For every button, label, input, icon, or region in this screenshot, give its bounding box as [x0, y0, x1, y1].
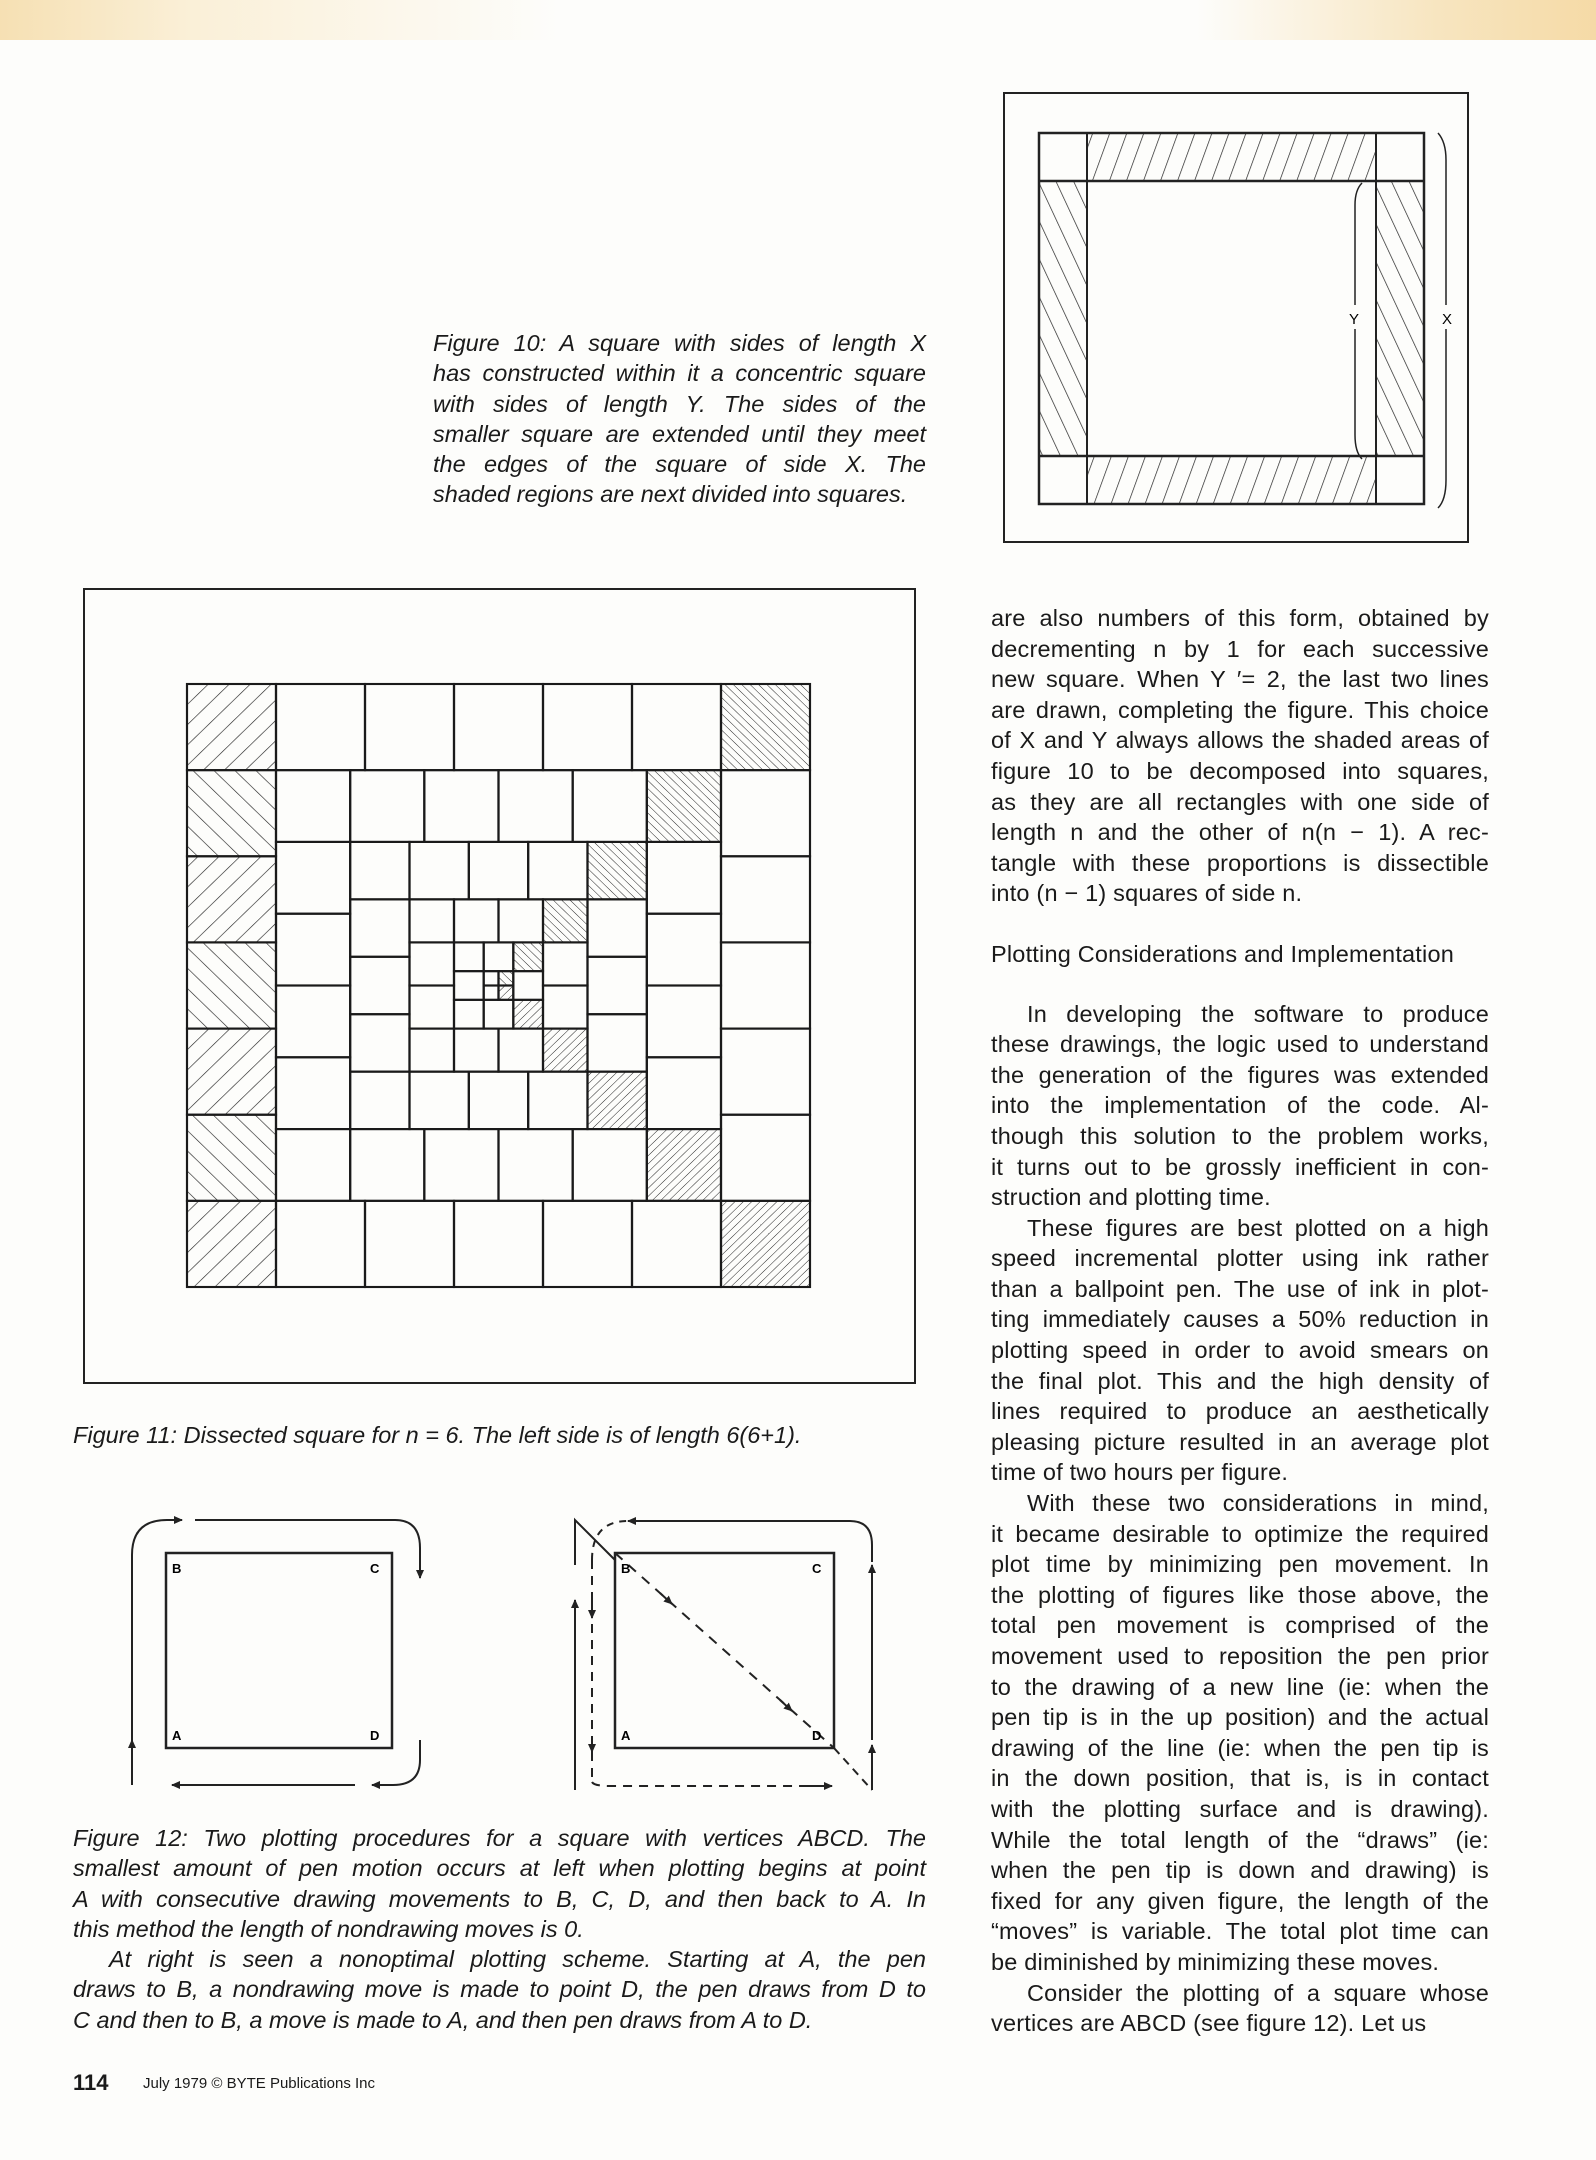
vertex-a: A — [172, 1728, 182, 1743]
square-cell — [543, 684, 632, 770]
outer-square-x — [1039, 133, 1424, 504]
square-cell — [410, 842, 469, 899]
square-cell — [528, 842, 587, 899]
footer-credit: July 1979 © BYTE Publications Inc — [143, 2075, 376, 2092]
shaded-square — [499, 971, 514, 985]
caption-paragraph — [73, 1944, 926, 2035]
shaded-square — [187, 1029, 276, 1115]
text-line: With these two considerations in mind, — [1027, 1490, 1489, 1517]
square-cell — [350, 957, 409, 1014]
text-line: While the total length of the “draws” (ie: — [991, 1826, 1489, 1853]
square-cell — [647, 986, 721, 1058]
square-cell — [410, 1029, 455, 1072]
vertex-c: C — [370, 1561, 380, 1576]
square-cell — [632, 684, 721, 770]
text-line: pen tip is in the up position) and the actual — [991, 1704, 1489, 1731]
square-cell — [647, 842, 721, 914]
caption-line: A with consecutive drawing movements to B, C, D, and then back to A. In — [73, 1885, 926, 1912]
vertex-d: D — [812, 1728, 822, 1743]
square-cell — [350, 899, 409, 956]
figure-12-optimal-plot — [0, 1490, 480, 1810]
text-line: it turns out to be grossly inefficient in con- — [991, 1153, 1489, 1180]
text-line: are drawn, completing the figure. This choice — [991, 696, 1489, 723]
square-cell — [484, 986, 499, 1000]
text-line: lines required to produce an aesthetically — [991, 1398, 1489, 1425]
vertex-b: B — [172, 1561, 182, 1576]
square-cell — [721, 1115, 810, 1201]
page-number: 114 — [73, 2070, 109, 2095]
shaded-square — [513, 942, 543, 971]
text-line: though this solution to the problem works, — [991, 1122, 1489, 1149]
text-line: figure 10 to be decomposed into squares, — [991, 757, 1489, 784]
square-cell — [424, 1129, 498, 1201]
square-cell — [499, 770, 573, 842]
square-cell — [499, 1029, 544, 1072]
square-cell — [350, 770, 424, 842]
text-line: when the pen tip is down and drawing) is — [991, 1857, 1489, 1884]
text-line: total pen movement is comprised of the — [991, 1612, 1489, 1639]
caption-line: C and then to B, a move is made to A, and then pen draws from A to D. — [73, 2006, 813, 2033]
vertex-d: D — [370, 1728, 380, 1743]
text-line: are also numbers of this form, obtained by — [991, 605, 1489, 631]
square-cell — [350, 1014, 409, 1071]
square-cell — [499, 1129, 573, 1201]
shaded-square — [647, 770, 721, 842]
caption-paragraph — [73, 1823, 926, 1944]
square-cell — [573, 770, 647, 842]
shaded-square — [513, 1000, 543, 1029]
text-line: be diminished by minimizing these moves. — [991, 1948, 1440, 1975]
shaded-square — [187, 684, 276, 770]
section-heading: Plotting Considerations and Implementation — [991, 940, 1455, 967]
vertex-c: C — [812, 1561, 822, 1576]
text-line: tangle with these proportions is dissectible — [991, 849, 1489, 876]
vertex-a: A — [621, 1728, 631, 1743]
text-line: into the implementation of the code. Al- — [991, 1092, 1489, 1119]
text-line: length n and the other of n(n − 1). A rec- — [991, 819, 1489, 846]
text-line: these drawings, the logic used to understand — [991, 1031, 1489, 1058]
shaded-square — [187, 1201, 276, 1287]
square-cell — [573, 1129, 647, 1201]
square-cell — [365, 684, 454, 770]
square-cell — [350, 1072, 409, 1129]
article-column — [991, 603, 1489, 2039]
square-cell — [276, 684, 365, 770]
square-cell — [454, 899, 499, 942]
square-cell — [410, 899, 455, 942]
square-cell — [410, 942, 455, 985]
move-arrow-b-to-d — [615, 1553, 834, 1748]
shaded-square — [187, 770, 276, 856]
text-line: These figures are best plotted on a high — [1027, 1214, 1489, 1241]
draw-arrow-c-to-b — [640, 1521, 872, 1562]
label-x: X — [1441, 311, 1453, 328]
figure-12-caption — [73, 1823, 926, 2035]
text-line: the generation of the figures was extended — [991, 1061, 1489, 1088]
text-line: of X and Y always allows the shaded areas of — [991, 727, 1489, 754]
text-line: pleasing picture resulted in an average plot — [991, 1428, 1489, 1455]
square-cell — [424, 770, 498, 842]
square-cell — [469, 842, 528, 899]
text-line: In developing the software to produce — [1027, 1000, 1489, 1027]
shaded-square — [543, 899, 588, 942]
text-line: “moves” is variable. The total plot time can — [991, 1918, 1489, 1945]
caption-line: smaller square are extended until they meet — [433, 420, 926, 447]
paragraph-intro — [991, 603, 1489, 909]
text-line: plot time by minimizing pen movement. In — [991, 1551, 1489, 1578]
square-cell — [454, 1029, 499, 1072]
figure-11-dissected-square — [187, 684, 810, 1287]
square-cell — [365, 1201, 454, 1287]
caption-line: this method the length of nondrawing moves is 0. — [73, 1915, 584, 1942]
square-cell — [721, 856, 810, 942]
square-cell — [632, 1201, 721, 1287]
shaded-square — [187, 1115, 276, 1201]
caption-line: At right is seen a nonoptimal plotting scheme. Starting at A, the pen — [109, 1946, 926, 1973]
shaded-region-left — [1039, 181, 1087, 456]
text-line: new square. When Y ′= 2, the last two lines — [991, 666, 1489, 693]
square-cell — [276, 770, 350, 842]
text-line: movement used to reposition the pen prior — [991, 1643, 1489, 1669]
caption-line: with sides of length Y. The sides of the — [433, 390, 926, 417]
square-cell — [588, 957, 647, 1014]
square-cell — [350, 842, 409, 899]
text-line: ting immediately causes a 50% reduction in — [991, 1306, 1489, 1333]
move-arrow-a-to-b — [132, 1520, 182, 1785]
square-cell — [410, 1072, 469, 1129]
shaded-square — [647, 1129, 721, 1201]
square-cell — [543, 1201, 632, 1287]
shaded-square — [721, 684, 810, 770]
shaded-square — [588, 1072, 647, 1129]
caption-line: Figure 10: A square with sides of length X — [433, 330, 926, 356]
square-cell — [484, 942, 514, 971]
text-line: Consider the plotting of a square whose — [1027, 1979, 1489, 2006]
text-line: fixed for any given figure, the length of the — [991, 1887, 1489, 1914]
text-line: speed incremental plotter using ink rather — [991, 1245, 1489, 1272]
caption-line: has constructed within it a concentric square — [433, 360, 926, 387]
square-cell — [276, 1057, 350, 1129]
shaded-square — [187, 942, 276, 1028]
square-cell — [469, 1072, 528, 1129]
square-cell — [528, 1072, 587, 1129]
square-cell — [499, 899, 544, 942]
square-cell — [454, 1000, 484, 1029]
text-line: vertices are ABCD (see figure 12). Let us — [991, 2010, 1427, 2037]
text-line: the final plot. This and the high density of — [991, 1367, 1489, 1394]
square-cell — [543, 986, 588, 1029]
shaded-square — [588, 842, 647, 899]
text-line: with the plotting surface and is drawing). — [991, 1795, 1489, 1822]
square-cell — [721, 770, 810, 856]
square-cell — [454, 1201, 543, 1287]
label-y: Y — [1348, 311, 1360, 328]
caption-line: Figure 12: Two plotting procedures for a square with vertices ABCD. The — [73, 1825, 926, 1851]
square-cell — [276, 842, 350, 914]
caption-line: shaded regions are next divided into squares. — [433, 481, 908, 508]
text-line: time of two hours per figure. — [991, 1459, 1289, 1486]
shaded-region-right — [1376, 181, 1424, 456]
square-cell — [721, 1029, 810, 1115]
square-cell — [588, 1014, 647, 1071]
text-line: drawing of the line (ie: when the pen tip is — [991, 1734, 1489, 1761]
text-line: than a ballpoint pen. The use of ink in plot- — [991, 1275, 1489, 1302]
shaded-square — [499, 986, 514, 1000]
shaded-square — [187, 856, 276, 942]
text-line: it became desirable to optimize the required — [991, 1520, 1489, 1547]
paragraph — [991, 1978, 1489, 2039]
paragraph — [991, 999, 1489, 1213]
text-line: as they are all rectangles with one side of — [991, 788, 1489, 815]
paragraph — [991, 1213, 1489, 1488]
square-cell — [350, 1129, 424, 1201]
text-line: plotting speed in order to avoid smears on — [991, 1337, 1489, 1364]
caption-line: draws to B, a nondrawing move is made to point D, the pen draws from D to — [73, 1976, 926, 2003]
shaded-square — [721, 1201, 810, 1287]
figure-12-nonoptimal-plot — [540, 1490, 900, 1810]
square-cell — [484, 971, 499, 985]
caption-line: the edges of the square of side X. The — [433, 451, 926, 478]
square-cell — [454, 971, 484, 1000]
shaded-region-bottom — [1087, 456, 1376, 504]
square-cell — [276, 986, 350, 1058]
text-line: to the drawing of a new line (ie: when the — [991, 1673, 1489, 1700]
square-cell — [454, 684, 543, 770]
square-cell — [647, 914, 721, 986]
square-cell — [454, 942, 484, 971]
move-arrow-b-to-d — [195, 1520, 420, 1578]
caption-line: smallest amount of pen motion occurs at left when plotting begins at point — [73, 1855, 926, 1882]
paragraph — [991, 1488, 1489, 1978]
square-cell — [484, 1000, 514, 1029]
shaded-region-top — [1087, 133, 1376, 181]
square-cell — [276, 1201, 365, 1287]
text-line: the plotting of figures like those above, the — [991, 1581, 1489, 1608]
figure-10-caption — [433, 328, 926, 510]
square-cell — [543, 942, 588, 985]
square-cell — [513, 971, 543, 1000]
text-line: struction and plotting time. — [991, 1184, 1271, 1211]
section-body — [991, 999, 1489, 2039]
figure-11-caption: Figure 11: Dissected square for n = 6. The left side is of length 6(6+1). — [73, 1422, 802, 1448]
square-cell — [410, 986, 455, 1029]
vertex-b: B — [621, 1561, 631, 1576]
square-cell — [647, 1057, 721, 1129]
square-cell — [588, 899, 647, 956]
square-cell — [276, 1129, 350, 1201]
square-cell — [276, 914, 350, 986]
shaded-square — [543, 1029, 588, 1072]
square-abcd — [166, 1553, 392, 1748]
square-cell — [721, 942, 810, 1028]
text-line: into (n − 1) squares of side n. — [991, 880, 1303, 907]
text-line: decrementing n by 1 for each successive — [991, 635, 1489, 662]
text-line: in the down position, that is, is in contact — [991, 1765, 1489, 1792]
